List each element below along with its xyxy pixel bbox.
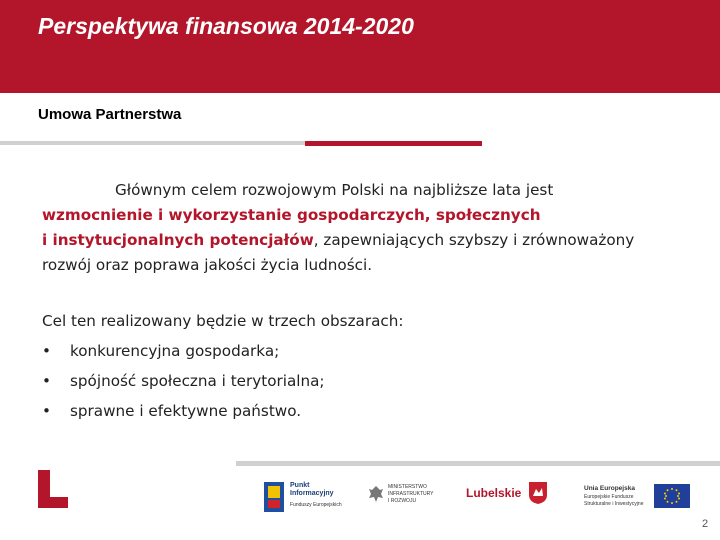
bullet-icon: • [42,342,51,360]
list-item-text: sprawne i efektywne państwo. [70,402,302,420]
paragraph-line: Głównym celem rozwojowym Polski na najbliższe lata jest [115,181,554,199]
logo-text: Informacyjny [290,490,334,497]
paragraph-line: rozwój oraz poprawa jakości życia ludności. [42,256,373,274]
eu-funds-icon [264,480,286,514]
l-logo-icon [38,470,68,508]
partner-logos [262,476,702,518]
list-item [42,366,404,396]
logo-text: Unia Europejska [584,485,635,492]
footer-divider [236,461,720,466]
page-number: 2 [702,518,709,530]
ministry-logo [366,476,452,518]
eu-logo [584,476,702,518]
logo-text: Funduszy Europejskich [290,502,342,508]
emphasis-text: wzmocnienie i wykorzystanie gospodarczych, społecznych [42,206,541,224]
bullet-icon: • [42,372,51,390]
logo-text: I ROZWOJU [388,498,417,504]
lubelskie-logo [466,476,554,518]
subtitle-accent-line [305,141,482,146]
logo-text: Europejskie Fundusze [584,494,634,500]
list-intro: Cel ten realizowany będzie w trzech obszarach: [42,312,404,330]
punkt-informacyjny-logo [262,476,352,518]
list-item [42,396,404,426]
lubelskie-text: Lubelskie [466,486,522,500]
logo-text: INFRASTRUKTURY [388,491,434,497]
paragraph-line [42,203,682,228]
slide-subtitle: Umowa Partnerstwa [38,106,182,123]
title-banner [0,0,720,93]
areas-list [42,306,404,426]
eu-flag-icon [654,484,690,508]
list-item-text: spójność społeczna i terytorialna; [70,372,325,390]
list-item-text: konkurencyjna gospodarka; [70,342,280,360]
coat-of-arms-icon [528,481,548,505]
eagle-emblem-icon [368,484,384,504]
logo-text: Strukturalne i Inwestycyjne [584,501,644,507]
logo-text: Punkt [290,482,310,489]
slide-title: Perspektywa finansowa 2014-2020 [38,13,414,39]
logo-text: MINISTERSTWO [388,484,427,490]
paragraph-line [42,228,682,253]
paragraph-text: , zapewniających szybszy i zrównoważony [313,231,635,249]
emphasis-text: i instytucjonalnych potencjałów [42,231,314,249]
main-paragraph [42,178,682,278]
list-item [42,336,404,366]
bullet-icon: • [42,402,51,420]
